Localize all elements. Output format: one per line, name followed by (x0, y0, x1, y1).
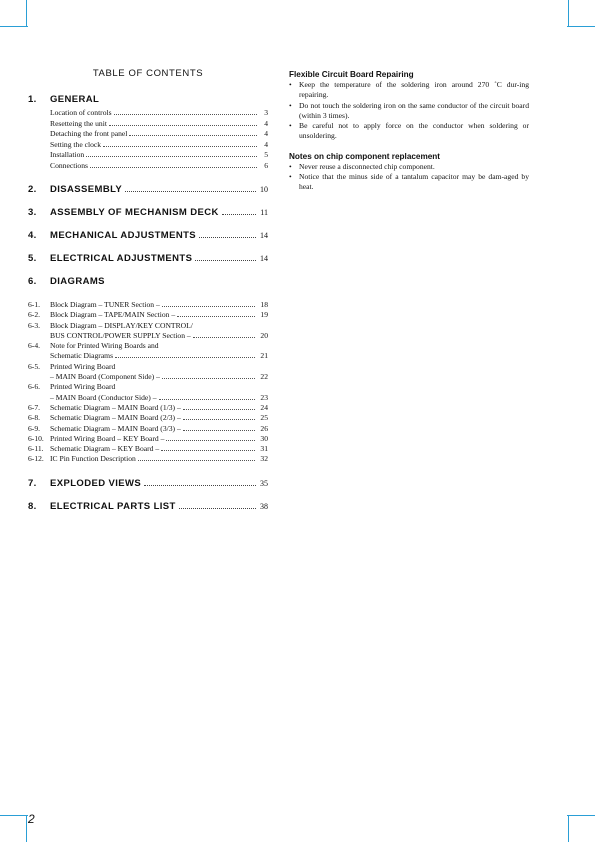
toc-item-setting-the-clock[interactable]: Setting the clock 4 (50, 139, 268, 149)
chip-replacement-heading: Notes on chip component replacement (289, 151, 441, 161)
table-of-contents (28, 68, 268, 512)
section-title: ELECTRICAL PARTS LIST (50, 500, 176, 512)
bullet-icon: • (289, 121, 292, 131)
fpc-bullet: • Keep the temperature of the soldering iron around 270 ˚C dur-ing repairing. (289, 80, 529, 100)
toc-diagram-6-9[interactable]: 6-9. Schematic Diagram – MAIN Board (3/3) – 26 (28, 423, 268, 433)
section-title: GENERAL (50, 94, 100, 105)
fpc-repair-heading: Flexible Circuit Board Repairing (289, 70, 414, 79)
chip-bullet: • Notice that the minus side of a tantalum capacitor may be dam-aged by heat. (289, 172, 529, 192)
toc-diagram-6-12[interactable]: 6-12. IC Pin Function Description 32 (28, 454, 268, 464)
bullet-icon: • (289, 80, 292, 89)
toc-section-assembly-mechanism-deck[interactable]: 3. ASSEMBLY OF MECHANISM DECK 11 (28, 207, 268, 218)
toc-diagram-6-3-line2[interactable]: BUS CONTROL/POWER SUPPLY Section – 20 (50, 330, 268, 340)
toc-diagram-6-11[interactable]: 6-11. Schematic Diagram – KEY Board – 31 (28, 444, 268, 454)
toc-diagram-6-10[interactable]: 6-10. Printed Wiring Board – KEY Board – 30 (28, 433, 268, 443)
section-number: 1. (28, 94, 37, 105)
toc-item-location-of-controls[interactable]: Location of controls 3 (50, 108, 268, 117)
toc-diagram-6-2[interactable]: 6-2. Block Diagram – TAPE/MAIN Section – 19 (28, 310, 268, 320)
section-title: ASSEMBLY OF MECHANISM DECK (50, 207, 219, 218)
bullet-icon: • (289, 161, 292, 171)
crop-mark-top-left-v (26, 0, 27, 26)
section-title: ELECTRICAL ADJUSTMENTS (50, 253, 193, 264)
crop-mark-bottom-right-h (567, 815, 595, 816)
toc-diagram-6-5-line1[interactable]: 6-5. Printed Wiring Board (28, 361, 116, 371)
crop-mark-top-left-h (0, 26, 28, 27)
toc-section-disassembly[interactable]: 2. DISASSEMBLY 10 (28, 184, 268, 195)
toc-section-mechanical-adjustments[interactable]: 4. MECHANICAL ADJUSTMENTS 14 (28, 230, 268, 241)
fpc-bullet: • Be careful not to apply force on the conductor when soldering or unsoldering. (289, 121, 529, 141)
toc-item-detaching-front-panel[interactable]: Detaching the front panel 4 (50, 129, 268, 138)
page-number: 2 (28, 812, 35, 826)
crop-mark-top-right-v (568, 0, 569, 26)
crop-mark-bottom-left-v (26, 816, 27, 842)
toc-item-connections[interactable]: Connections 6 (50, 160, 268, 170)
section-title: EXPLODED VIEWS (50, 477, 142, 489)
crop-mark-top-right-h (567, 26, 595, 27)
toc-section-electrical-adjustments[interactable]: 5. ELECTRICAL ADJUSTMENTS 14 (28, 253, 268, 264)
bullet-icon: • (289, 172, 292, 182)
service-notes (289, 70, 529, 193)
fpc-bullet: • Do not touch the soldering iron on the same conductor of the circuit board (within 3 times). (289, 100, 529, 120)
toc-diagram-6-7[interactable]: 6-7. Schematic Diagram – MAIN Board (1/3) – 24 (28, 402, 268, 412)
toc-diagram-6-5-line2[interactable]: – MAIN Board (Component Side) – 22 (50, 372, 268, 382)
toc-diagram-6-4-line1[interactable]: 6-4. Note for Printed Wiring Boards and (28, 341, 159, 351)
toc-section-diagrams[interactable]: 6. DIAGRAMS (28, 276, 105, 287)
toc-diagram-6-6-line1[interactable]: 6-6. Printed Wiring Board (28, 382, 116, 392)
crop-mark-bottom-left-h (0, 815, 28, 816)
section-title: MECHANICAL ADJUSTMENTS (50, 230, 197, 241)
crop-mark-bottom-right-v (568, 816, 569, 842)
toc-item-installation[interactable]: Installation 5 (50, 150, 268, 159)
toc-section-exploded-views[interactable]: 7. EXPLODED VIEWS 35 (28, 477, 268, 489)
bullet-icon: • (289, 100, 292, 110)
section-title: DISASSEMBLY (50, 184, 123, 195)
toc-diagram-6-3-line1[interactable]: 6-3. Block Diagram – DISPLAY/KEY CONTROL/ (28, 320, 193, 330)
toc-diagram-6-6-line2[interactable]: – MAIN Board (Conductor Side) – 23 (50, 392, 268, 402)
toc-section-electrical-parts-list[interactable]: 8. ELECTRICAL PARTS LIST 38 (28, 500, 268, 512)
toc-diagram-6-1[interactable]: 6-1. Block Diagram – TUNER Section – 18 (28, 300, 268, 309)
toc-section-general[interactable] (28, 94, 268, 105)
toc-diagram-6-8[interactable]: 6-8. Schematic Diagram – MAIN Board (2/3) – 25 (28, 413, 268, 423)
chip-bullet: • Never reuse a disconnected chip component. (289, 161, 435, 171)
section-title: DIAGRAMS (50, 276, 105, 287)
toc-title: TABLE OF CONTENTS (92, 68, 204, 79)
toc-item-resetting-the-unit[interactable]: Resetteing the unit 4 (50, 118, 268, 128)
toc-diagram-6-4-line2[interactable]: Schematic Diagrams 21 (50, 351, 268, 361)
